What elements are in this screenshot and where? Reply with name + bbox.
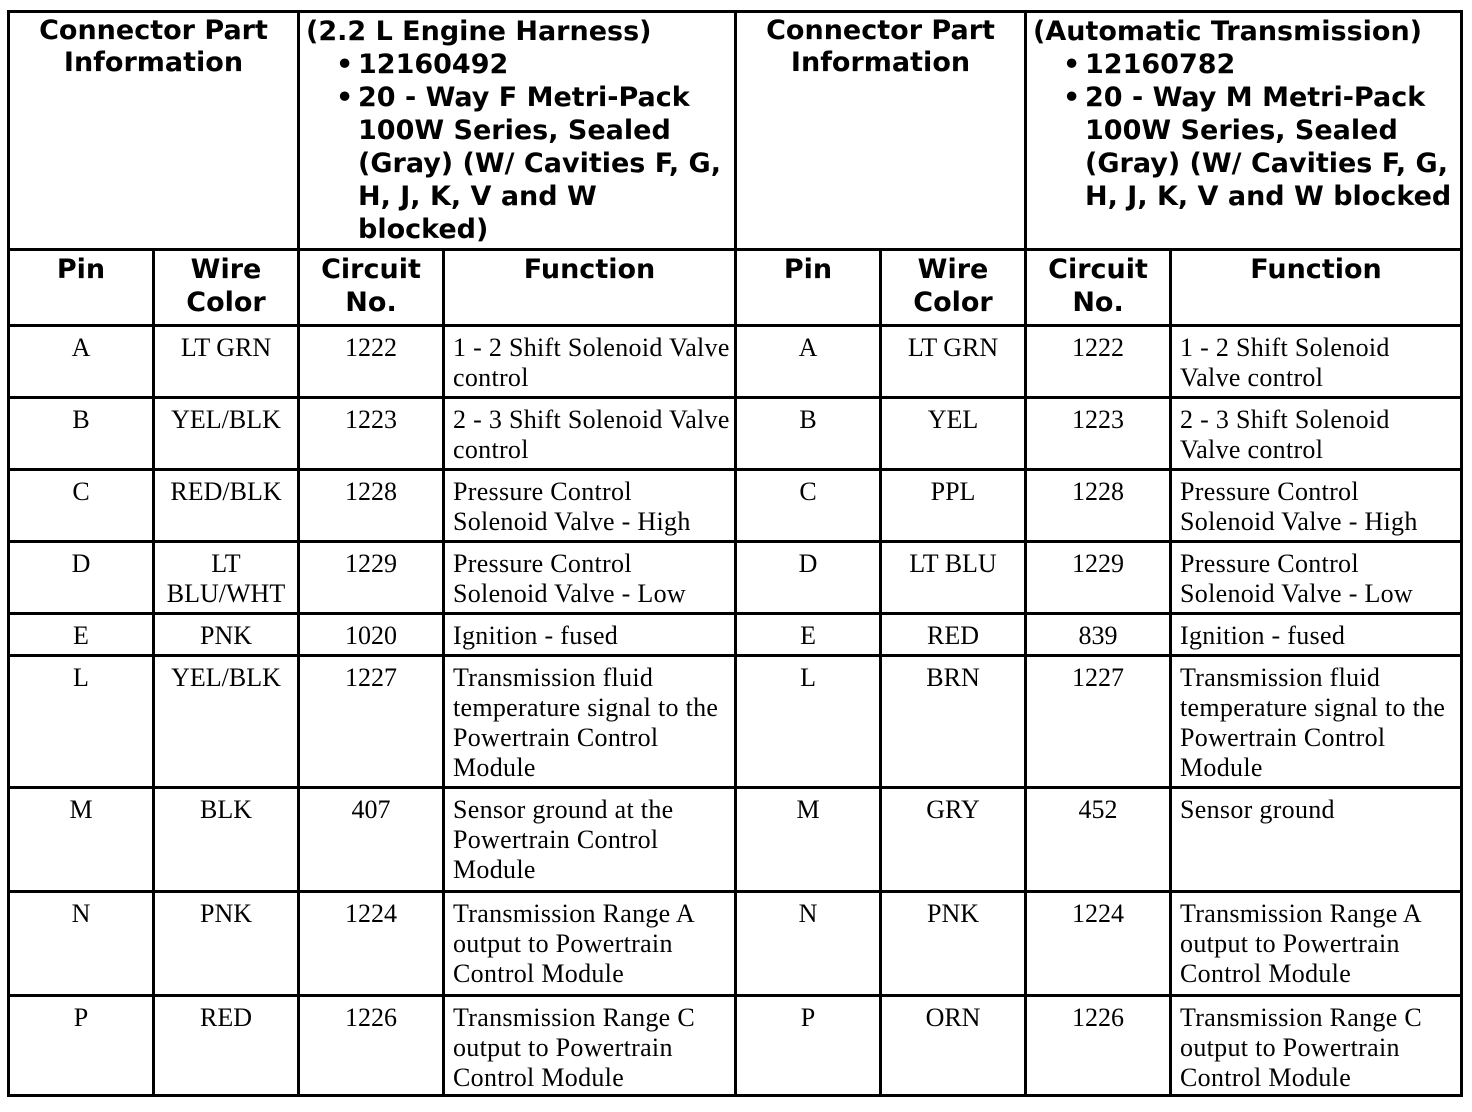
wire-color-cell: PNK	[154, 892, 299, 996]
pin-cell: L	[9, 656, 154, 788]
table-row	[9, 542, 1462, 614]
pin-cell: B	[9, 398, 154, 470]
function-cell: Pressure Control Solenoid Valve - Low	[444, 542, 736, 614]
circuit-cell: 1224	[299, 892, 444, 996]
pin-cell: N	[736, 892, 881, 996]
function-cell: Ignition - fused	[444, 614, 736, 656]
function-cell: Transmission Range A output to Powertrain Control Module	[1171, 892, 1462, 996]
circuit-cell: 1020	[299, 614, 444, 656]
connector-table	[7, 10, 1463, 1097]
circuit-cell: 1227	[1026, 656, 1171, 788]
wire-color-cell: LT GRN	[881, 326, 1026, 398]
left-connector-part-details	[299, 12, 736, 250]
wire-color-cell: YEL/BLK	[154, 656, 299, 788]
function-cell: 1 - 2 Shift Solenoid Valve control	[1171, 326, 1462, 398]
pin-cell: P	[9, 996, 154, 1096]
col-header-pin: Pin	[9, 250, 154, 326]
pin-cell: E	[736, 614, 881, 656]
left-connector-part-number: • 12160492	[336, 48, 728, 81]
circuit-cell: 839	[1026, 614, 1171, 656]
table-row	[9, 398, 1462, 470]
table-row	[9, 656, 1462, 788]
left-connector-description: • 20 - Way F Metri-Pack 100W Series, Sealed (Gray) (W/ Cavities F, G, H, J, K, V and W blocked)	[336, 81, 728, 246]
function-cell: Pressure Control Solenoid Valve - High	[444, 470, 736, 542]
col-header-pin: Pin	[736, 250, 881, 326]
connector-info-row	[9, 12, 1462, 250]
pin-cell: P	[736, 996, 881, 1096]
circuit-cell: 1227	[299, 656, 444, 788]
function-cell: Transmission fluid temperature signal to the Powertrain Control Module	[1171, 656, 1462, 788]
wire-color-cell: YEL	[881, 398, 1026, 470]
wire-color-cell: ORN	[881, 996, 1026, 1096]
circuit-cell: 1229	[299, 542, 444, 614]
circuit-cell: 1228	[1026, 470, 1171, 542]
circuit-cell: 1222	[1026, 326, 1171, 398]
function-cell: Transmission Range C output to Powertrain Control Module	[444, 996, 736, 1096]
col-header-function: Function	[1171, 250, 1462, 326]
col-header-circuit-no: Circuit No.	[1026, 250, 1171, 326]
pin-cell: C	[736, 470, 881, 542]
function-cell: Transmission Range C output to Powertrain Control Module	[1171, 996, 1462, 1096]
function-cell: 2 - 3 Shift Solenoid Valve control	[444, 398, 736, 470]
connector-table-container	[7, 10, 1460, 1097]
left-connector-bullets	[306, 48, 728, 246]
circuit-cell: 1223	[299, 398, 444, 470]
wire-color-cell: PNK	[881, 892, 1026, 996]
function-cell: Sensor ground at the Powertrain Control Module	[444, 788, 736, 892]
circuit-cell: 407	[299, 788, 444, 892]
right-connector-part-details	[1026, 12, 1462, 250]
wire-color-cell: RED/BLK	[154, 470, 299, 542]
function-cell: Pressure Control Solenoid Valve - High	[1171, 470, 1462, 542]
circuit-cell: 1228	[299, 470, 444, 542]
circuit-cell: 1226	[299, 996, 444, 1096]
wire-color-cell: PNK	[154, 614, 299, 656]
pin-cell: D	[9, 542, 154, 614]
circuit-cell: 1224	[1026, 892, 1171, 996]
circuit-cell: 1222	[299, 326, 444, 398]
circuit-cell: 1223	[1026, 398, 1171, 470]
pin-cell: L	[736, 656, 881, 788]
right-connector-description: • 20 - Way M Metri-Pack 100W Series, Sealed (Gray) (W/ Cavities F, G, H, J, K, V and W blocked	[1063, 81, 1454, 213]
wire-color-cell: PPL	[881, 470, 1026, 542]
wire-color-cell: RED	[881, 614, 1026, 656]
function-cell: Transmission Range A output to Powertrain Control Module	[444, 892, 736, 996]
function-cell: Pressure Control Solenoid Valve - Low	[1171, 542, 1462, 614]
wire-color-cell: BRN	[881, 656, 1026, 788]
pin-cell: A	[9, 326, 154, 398]
pin-cell: M	[9, 788, 154, 892]
circuit-cell: 452	[1026, 788, 1171, 892]
wire-color-cell: YEL/BLK	[154, 398, 299, 470]
pin-cell: E	[9, 614, 154, 656]
column-header-row	[9, 250, 1462, 326]
wire-color-cell: LT GRN	[154, 326, 299, 398]
circuit-cell: 1226	[1026, 996, 1171, 1096]
left-connector-title: (2.2 L Engine Harness)	[306, 16, 652, 47]
wire-color-cell: RED	[154, 996, 299, 1096]
function-cell: Transmission fluid temperature signal to the Powertrain Control Module	[444, 656, 736, 788]
right-connector-info-label: Connector Part Information	[736, 12, 1026, 250]
right-connector-part-number: • 12160782	[1063, 48, 1454, 81]
table-row	[9, 326, 1462, 398]
table-row	[9, 788, 1462, 892]
pin-cell: A	[736, 326, 881, 398]
pin-cell: C	[9, 470, 154, 542]
table-row	[9, 996, 1462, 1096]
wire-color-cell: LT BLU	[881, 542, 1026, 614]
table-row	[9, 892, 1462, 996]
pin-cell: M	[736, 788, 881, 892]
right-connector-title: (Automatic Transmission)	[1033, 16, 1423, 47]
col-header-wire-color: Wire Color	[881, 250, 1026, 326]
wire-color-cell: GRY	[881, 788, 1026, 892]
right-connector-bullets	[1033, 48, 1454, 213]
circuit-cell: 1229	[1026, 542, 1171, 614]
col-header-wire-color: Wire Color	[154, 250, 299, 326]
wire-color-cell: BLK	[154, 788, 299, 892]
col-header-function: Function	[444, 250, 736, 326]
pin-cell: B	[736, 398, 881, 470]
col-header-circuit-no: Circuit No.	[299, 250, 444, 326]
left-connector-info-label: Connector Part Information	[9, 12, 299, 250]
pin-cell: D	[736, 542, 881, 614]
function-cell: Sensor ground	[1171, 788, 1462, 892]
pin-cell: N	[9, 892, 154, 996]
table-row	[9, 614, 1462, 656]
table-row	[9, 470, 1462, 542]
function-cell: 1 - 2 Shift Solenoid Valve control	[444, 326, 736, 398]
function-cell: Ignition - fused	[1171, 614, 1462, 656]
wire-color-cell: LT BLU/WHT	[154, 542, 299, 614]
function-cell: 2 - 3 Shift Solenoid Valve control	[1171, 398, 1462, 470]
